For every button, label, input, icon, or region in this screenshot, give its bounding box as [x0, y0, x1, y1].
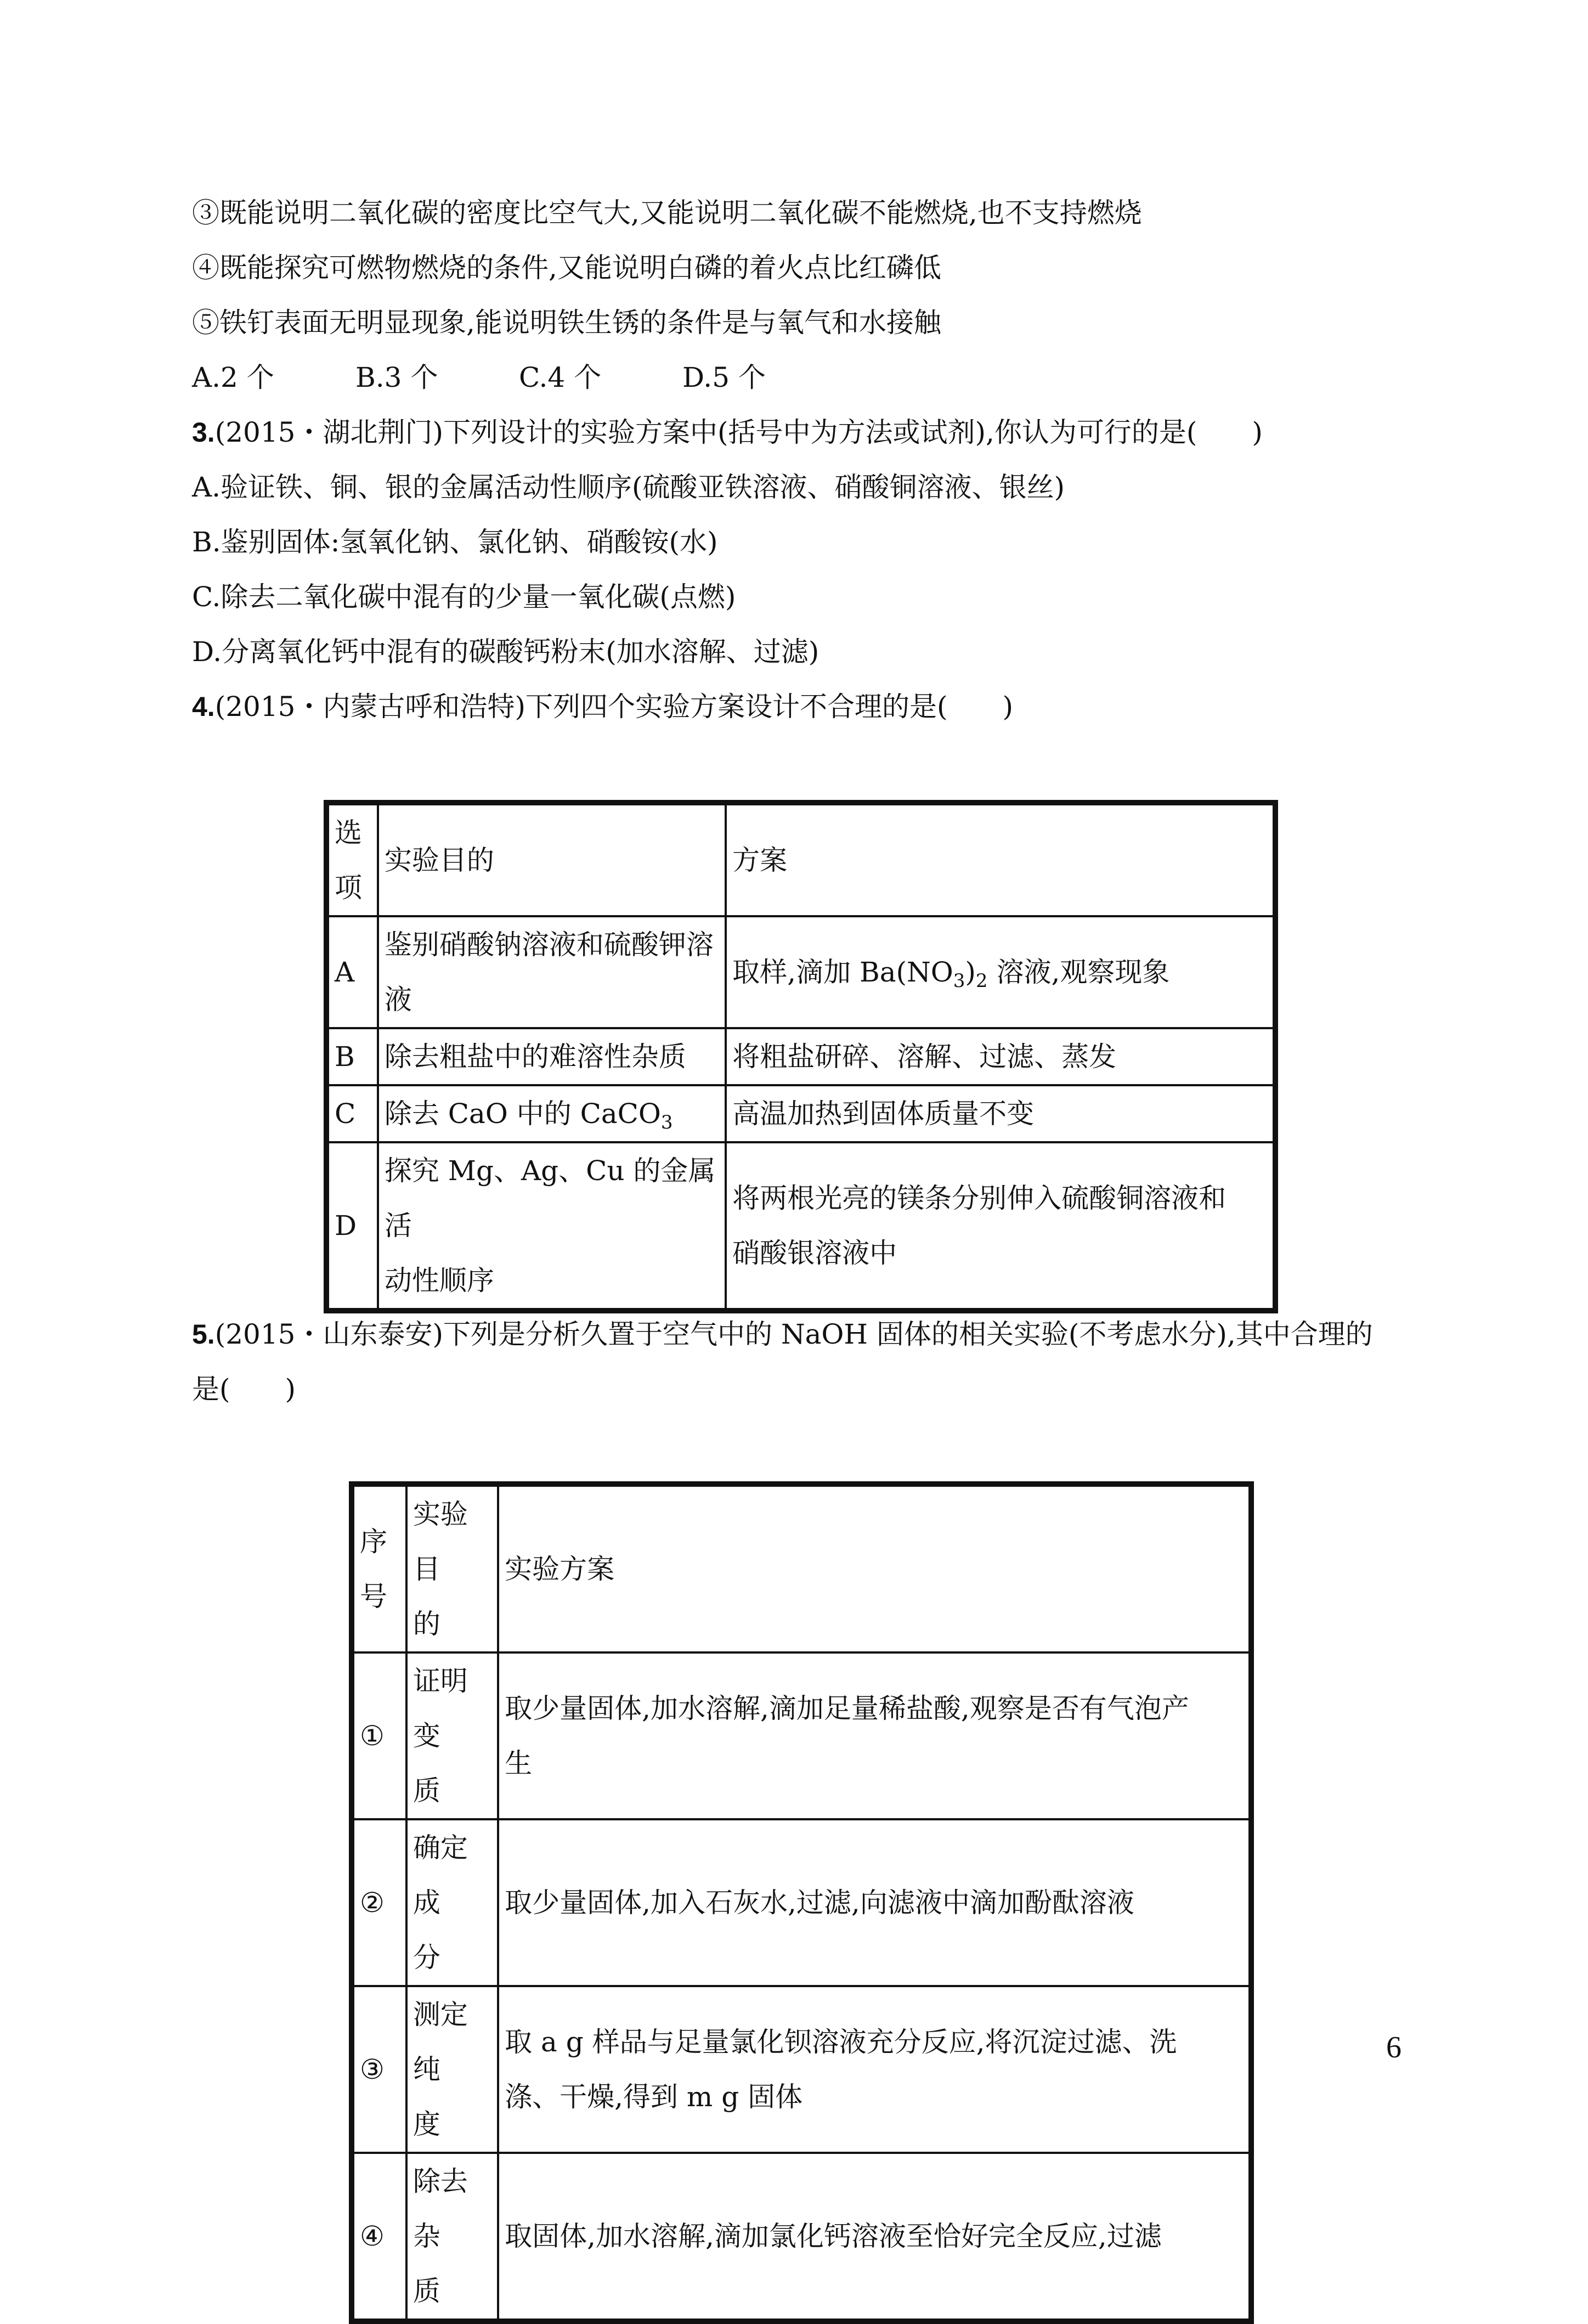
q4-row-b-option: B [326, 1028, 378, 1085]
q5-row-4-goal: 除去杂 质 [406, 2153, 498, 2321]
q4-row-b-goal: 除去粗盐中的难溶性杂质 [378, 1028, 726, 1085]
q2-choice-c: C.4 个 [519, 362, 602, 393]
q3-stem [192, 415, 1263, 450]
q3-stem-text: (2015・湖北荆门)下列设计的实验方案中(括号中为方法或试剂),你认为可行的是( ) [214, 416, 1263, 448]
table-row [352, 1986, 1251, 2153]
q2-choice-a: A.2 个 [192, 362, 274, 393]
q4-row-d-option: D [326, 1142, 378, 1311]
q5-header-plan: 实验方案 [498, 1484, 1251, 1652]
q5-row-3-plan: 取 a g 样品与足量氯化钡溶液充分反应,将沉淀过滤、洗 涤、干燥,得到 m g 固体 [498, 1986, 1251, 2153]
q5-row-1-plan: 取少量固体,加水溶解,滴加足量稀盐酸,观察是否有气泡产 生 [498, 1652, 1251, 1819]
table-row [352, 2153, 1251, 2321]
q4-header-plan: 方案 [726, 803, 1275, 916]
q4-row-a-goal: 鉴别硝酸钠溶液和硫酸钾溶 液 [378, 916, 726, 1028]
q5-header-number: 序 号 [352, 1484, 406, 1652]
q3-number: 3. [192, 417, 215, 448]
q2-choices [192, 360, 846, 395]
statement-5: ⑤铁钉表面无明显现象,能说明铁生锈的条件是与氧气和水接触 [192, 307, 941, 339]
q5-stem-line-1 [192, 1317, 1373, 1352]
q3-option-c: C.除去二氧化碳中混有的少量一氧化碳(点燃) [192, 581, 736, 613]
q4-row-d-goal: 探究 Mg、Ag、Cu 的金属活 动性顺序 [378, 1142, 726, 1311]
page-number: 6 [1386, 2030, 1401, 2064]
q5-stem-line-2: 是( ) [192, 1373, 296, 1405]
q4-row-b-plan: 将粗盐研碎、溶解、过滤、蒸发 [726, 1028, 1275, 1085]
q4-header-option: 选 项 [326, 803, 378, 916]
q5-row-2-number: ② [352, 1819, 406, 1986]
q2-choice-d: D.5 个 [682, 362, 766, 393]
statement-3: ③既能说明二氧化碳的密度比空气大,又能说明二氧化碳不能燃烧,也不支持燃烧 [192, 197, 1142, 229]
table-row [326, 916, 1275, 1028]
q4-row-a-plan: 取样,滴加 $Ba(NO_3)_2$ 溶液,观察现象 [726, 916, 1275, 1028]
q4-number: 4. [192, 691, 215, 722]
q4-table [324, 800, 1278, 1313]
q5-table-header [352, 1484, 1251, 1652]
q5-table [349, 1481, 1254, 2324]
q5-row-4-number: ④ [352, 2153, 406, 2321]
q5-row-1-number: ① [352, 1652, 406, 1819]
q4-stem-text: (2015・内蒙古呼和浩特)下列四个实验方案设计不合理的是( ) [214, 691, 1013, 723]
q4-row-d-plan: 将两根光亮的镁条分别伸入硫酸铜溶液和 硝酸银溶液中 [726, 1142, 1275, 1311]
q3-option-b: B.鉴别固体:氢氧化钠、氯化钠、硝酸铵(水) [192, 526, 718, 558]
q5-row-4-plan: 取固体,加水溶解,滴加氯化钙溶液至恰好完全反应,过滤 [498, 2153, 1251, 2321]
q5-row-3-goal: 测定纯 度 [406, 1986, 498, 2153]
q4-row-c-plan: 高温加热到固体质量不变 [726, 1085, 1275, 1142]
table-row [352, 1819, 1251, 1986]
statement-4: ④既能探究可燃物燃烧的条件,又能说明白磷的着火点比红磷低 [192, 252, 941, 284]
q4-row-c-option: C [326, 1085, 378, 1142]
q2-choice-b: B.3 个 [355, 362, 438, 393]
q5-row-2-plan: 取少量固体,加入石灰水,过滤,向滤液中滴加酚酞溶液 [498, 1819, 1251, 1986]
q5-row-1-goal: 证明变 质 [406, 1652, 498, 1819]
q5-row-2-goal: 确定成 分 [406, 1819, 498, 1986]
q5-header-goal: 实验目 的 [406, 1484, 498, 1652]
table-row [326, 1028, 1275, 1085]
q4-table-header [326, 803, 1275, 916]
q5-stem-text: (2015・山东泰安)下列是分析久置于空气中的 NaOH 固体的相关实验(不考虑水分),其中合理的 [214, 1318, 1373, 1350]
q5-row-3-number: ③ [352, 1986, 406, 2153]
q4-row-c-goal: 除去 CaO 中的 CaCO$_3$ [378, 1085, 726, 1142]
q4-stem [192, 689, 1013, 724]
table-row [326, 1142, 1275, 1311]
q4-row-a-option: A [326, 916, 378, 1028]
q3-option-d: D.分离氧化钙中混有的碳酸钙粉末(加水溶解、过滤) [192, 636, 820, 668]
q5-number: 5. [192, 1319, 215, 1350]
table-row [352, 1652, 1251, 1819]
table-row [326, 1085, 1275, 1142]
q3-option-a: A.验证铁、铜、银的金属活动性顺序(硫酸亚铁溶液、硝酸铜溶液、银丝) [192, 471, 1065, 503]
q4-header-goal: 实验目的 [378, 803, 726, 916]
